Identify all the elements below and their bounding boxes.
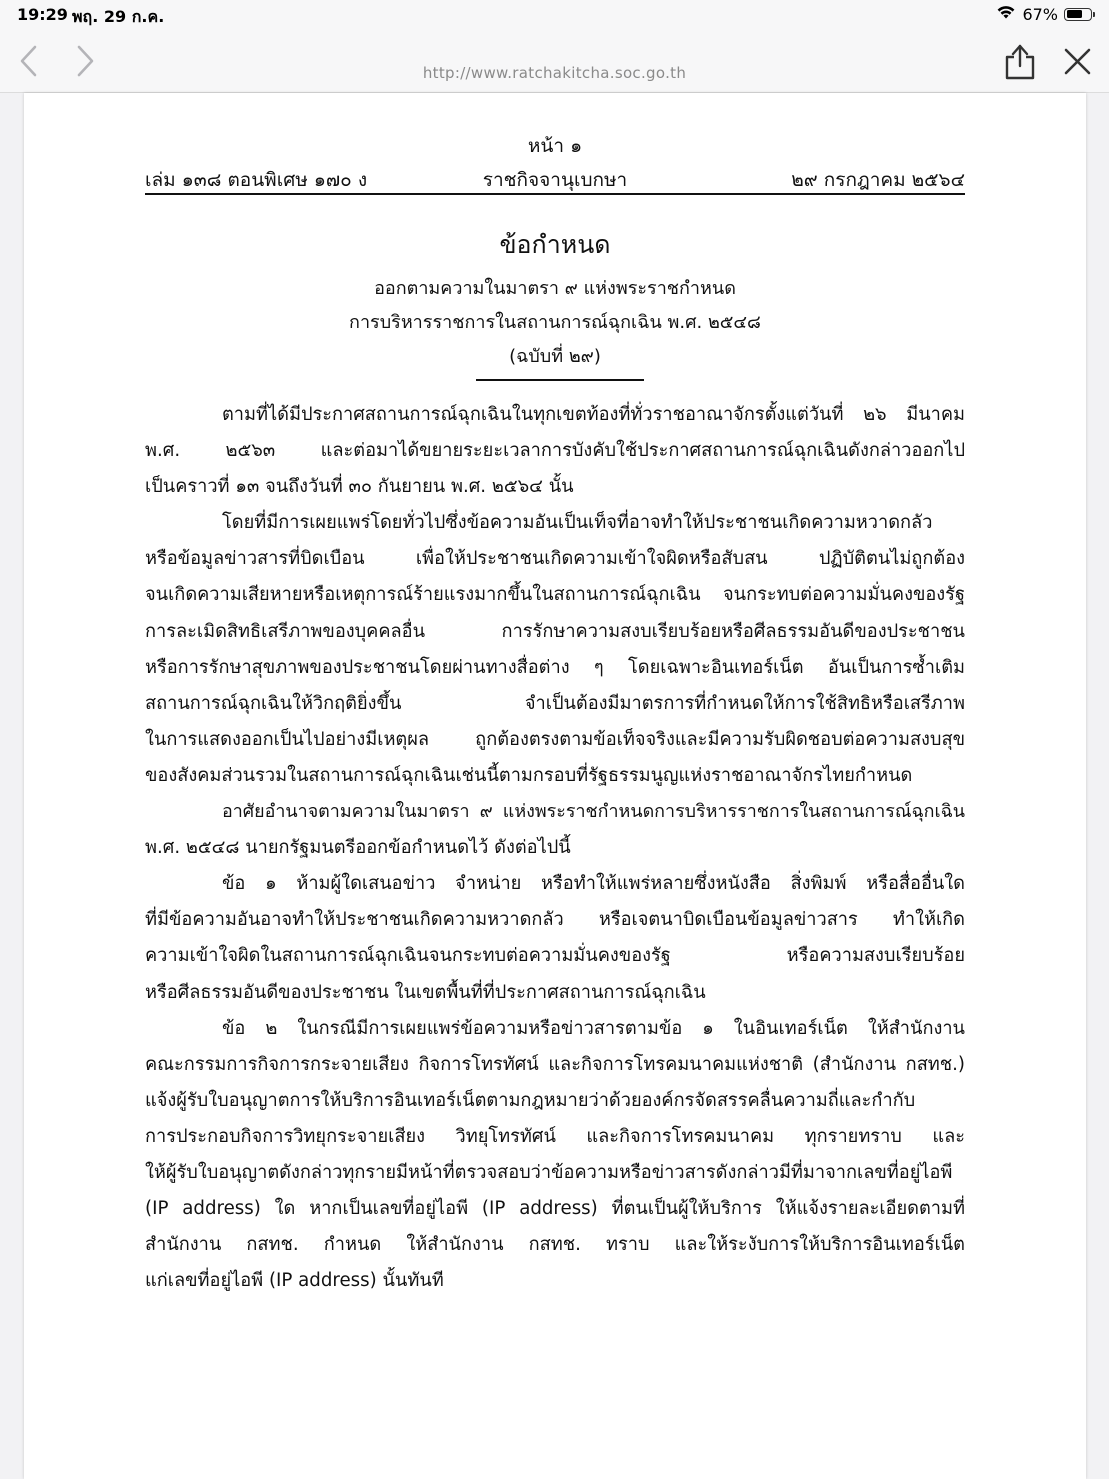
document-subtitle-2: การบริหารราชการในสถานการณ์ฉุกเฉิน พ.ศ. ๒๕๔๘ — [349, 312, 761, 333]
body-line: การละเมิดสิทธิเสรีภาพของบุคคลอื่น การรักษาความสงบเรียบร้อยหรือศีลธรรมอันดีของประชาชน — [145, 620, 965, 642]
body-line: หรือศีลธรรมอันดีของประชาชน ในเขตพื้นที่ที่ประกาศสถานการณ์ฉุกเฉิน — [145, 981, 706, 1003]
body-line: หรือการรักษาสุขภาพของประชาชนโดยผ่านทางสื่อต่าง ๆ โดยเฉพาะอินเทอร์เน็ต อันเป็นการซ้ำเติม — [145, 656, 965, 678]
body-line: สถานการณ์ฉุกเฉินให้วิกฤติยิ่งขึ้น จำเป็นต้องมีมาตรการที่กำหนดให้การใช้สิทธิหรือเสรีภาพ — [145, 692, 965, 714]
header-divider — [145, 193, 965, 195]
status-bar — [0, 0, 1109, 30]
body-line: ของสังคมส่วนรวมในสถานการณ์ฉุกเฉินเช่นนี้ตามกรอบที่รัฐธรรมนูญแห่งราชอาณาจักรไทยกำหนด — [145, 764, 913, 786]
body-line: ความเข้าใจผิดในสถานการณ์ฉุกเฉินจนกระทบต่อความมั่นคงของรัฐ หรือความสงบเรียบร้อย — [145, 945, 965, 967]
status-time: 19:29 — [17, 5, 68, 24]
body-line: แก่เลขที่อยู่ไอพี (IP address) นั้นทันที — [145, 1270, 444, 1292]
page-number: หน้า ๑ — [527, 135, 583, 157]
body-line: ตามที่ได้มีประกาศสถานการณ์ฉุกเฉินในทุกเขตท้องที่ทั่วราชอาณาจักรตั้งแต่วันที่ ๒๖ มีนาคม — [222, 404, 965, 425]
battery-percent: 67% — [1022, 4, 1058, 24]
gazette-header — [145, 165, 965, 191]
status-date: พฤ. 29 ก.ค. — [72, 7, 165, 26]
battery-icon — [1064, 8, 1092, 21]
body-line: อาศัยอำนาจตามความในมาตรา ๙ แห่งพระราชกำหนดการบริหารราชการในสถานการณ์ฉุกเฉิน — [222, 801, 965, 823]
gazette-name: ราชกิจจานุเบกษา — [482, 169, 628, 191]
body-line: โดยที่มีการเผยแพร่โดยทั่วไปซึ่งข้อความอันเป็นเท็จที่อาจทำให้ประชาชนเกิดความหวาดกลัว — [222, 512, 933, 534]
body-line: ข้อ ๑ ห้ามผู้ใดเสนอข่าว จำหน่าย หรือทำให้แพร่หลายซึ่งหนังสือ สิ่งพิมพ์ หรือสื่ออื่นใด — [222, 873, 965, 895]
status-indicators — [996, 4, 1092, 24]
document-body — [145, 397, 965, 1299]
body-line: แจ้งผู้รับใบอนุญาตการให้บริการอินเทอร์เน็ตตามกฎหมายว่าด้วยองค์กรจัดสรรคลื่นความถี่และกำกับ — [145, 1089, 916, 1111]
browser-toolbar — [0, 30, 1109, 93]
battery-level — [1067, 10, 1082, 18]
address-bar-url[interactable]: http://www.ratchakitcha.soc.go.th — [422, 64, 687, 82]
body-line: พ.ศ. ๒๕๖๓ และต่อมาได้ขยายระยะเวลาการบังคับใช้ประกาศสถานการณ์ฉุกเฉินดังกล่าวออกไป — [145, 440, 965, 462]
document-edition: (ฉบับที่ ๒๙) — [509, 346, 601, 367]
publication-date: ๒๙ กรกฎาคม ๒๕๖๔ — [791, 169, 965, 191]
volume-issue: เล่ม ๑๓๘ ตอนพิเศษ ๑๗๐ ง — [145, 169, 368, 191]
share-button[interactable] — [1000, 40, 1040, 82]
body-line: หรือข้อมูลข่าวสารที่บิดเบือน เพื่อให้ประชาชนเกิดความเข้าใจผิดหรือสับสน ปฏิบัติตนไม่ถูกต้อง — [145, 548, 965, 570]
body-line: จนเกิดความเสียหายหรือเหตุการณ์ร้ายแรงมากขึ้นในสถานการณ์ฉุกเฉิน จนกระทบต่อความมั่นคงของรัฐ — [145, 584, 965, 606]
body-line: ให้ผู้รับใบอนุญาตดังกล่าวทุกรายมีหน้าที่ตรวจสอบว่าข้อความหรือข่าวสารดังกล่าวมีที่มาจากเลขที่อยู่ไอพี — [145, 1161, 953, 1183]
document-subtitle-1: ออกตามความในมาตรา ๙ แห่งพระราชกำหนด — [374, 278, 736, 299]
title-divider — [476, 379, 644, 381]
body-line: คณะกรรมการกิจการกระจายเสียง กิจการโทรทัศน์ และกิจการโทรคมนาคมแห่งชาติ (สำนักงาน กสทช.) — [145, 1053, 965, 1075]
wifi-icon — [996, 4, 1016, 24]
body-line: ที่มีข้อความอันอาจทำให้ประชาชนเกิดความหวาดกลัว หรือเจตนาบิดเบือนข้อมูลข่าวสาร ทำให้เกิด — [145, 909, 965, 931]
body-line: เป็นคราวที่ ๑๓ จนถึงวันที่ ๓๐ กันยายน พ.ศ. ๒๕๖๔ นั้น — [145, 476, 574, 498]
close-icon — [1058, 44, 1096, 80]
document-title: ข้อกำหนด — [499, 230, 611, 259]
body-line: การประกอบกิจการวิทยุกระจายเสียง วิทยุโทรทัศน์ และกิจการโทรคมนาคม ทุกรายทราบ และ — [145, 1125, 965, 1147]
share-icon — [1000, 40, 1040, 82]
body-line: พ.ศ. ๒๕๔๘ นายกรัฐมนตรีออกข้อกำหนดไว้ ดังต่อไปนี้ — [145, 837, 571, 859]
body-line: สำนักงาน กสทช. กำหนด ให้สำนักงาน กสทช. ทราบ และให้ระงับการให้บริการอินเทอร์เน็ต — [145, 1234, 965, 1256]
body-line: ข้อ ๒ ในกรณีมีการเผยแพร่ข้อความหรือข่าวสารตามข้อ ๑ ในอินเทอร์เน็ต ให้สำนักงาน — [222, 1017, 965, 1039]
body-line: (IP address) ใด หากเป็นเลขที่อยู่ไอพี (IP address) ที่ตนเป็นผู้ให้บริการ ให้แจ้งรายละเอียดตามที่ — [145, 1198, 965, 1220]
close-button[interactable] — [1058, 44, 1096, 80]
document-page — [24, 93, 1086, 1479]
body-line: ในการแสดงออกเป็นไปอย่างมีเหตุผล ถูกต้องตรงตามข้อเท็จจริงและมีความรับผิดชอบต่อความสงบสุข — [145, 728, 965, 750]
